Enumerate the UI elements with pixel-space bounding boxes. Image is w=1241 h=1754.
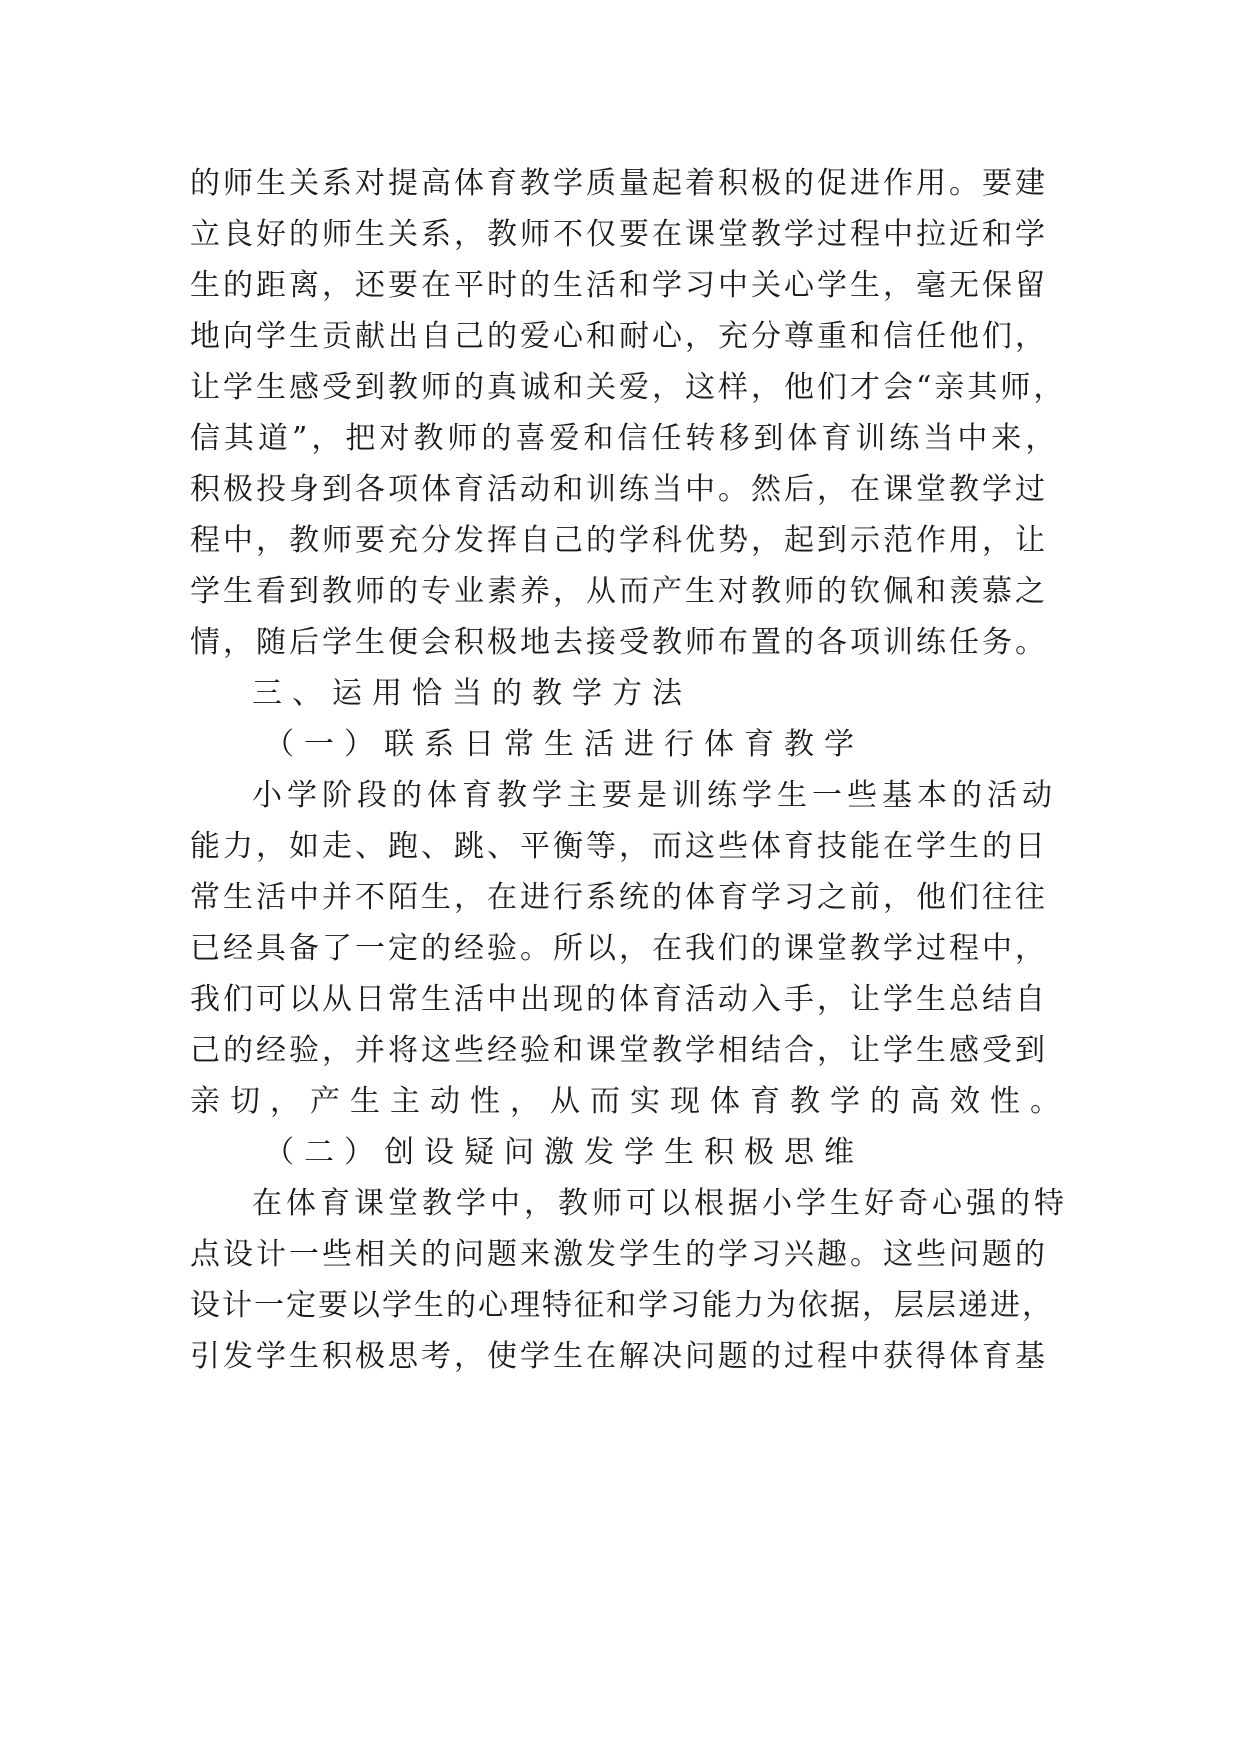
text-line: 生的距离，还要在平时的生活和学习中关心学生，毫无保留: [190, 268, 1048, 303]
text-line: 亲切，产生主动性，从而实现体育教学的高效性。: [190, 1084, 1070, 1119]
text-line: 能力，如走、跑、跳、平衡等，而这些体育技能在学生的日: [190, 829, 1048, 864]
text-line: 学生看到教师的专业素养，从而产生对教师的钦佩和羡慕之: [190, 574, 1048, 609]
text-line: 地向学生贡献出自己的爱心和耐心，充分尊重和信任他们，: [190, 319, 1048, 354]
text-line: 点设计一些相关的问题来激发学生的学习兴趣。这些问题的: [190, 1237, 1048, 1272]
text-line: 的师生关系对提高体育教学质量起着积极的促进作用。要建: [190, 166, 1048, 201]
document-body: [190, 158, 1070, 1382]
paragraph-start-line: 小学阶段的体育教学主要是训练学生一些基本的活动: [252, 778, 1057, 813]
subsection-heading: （二）创设疑问激发学生积极思维: [264, 1135, 864, 1170]
text-line: 情，随后学生便会积极地去接受教师布置的各项训练任务。: [190, 625, 1048, 660]
text-line: 让学生感受到教师的真诚和关爱，这样，他们才会“亲其师，: [190, 370, 1067, 405]
text-line: 引发学生积极思考，使学生在解决问题的过程中获得体育基: [190, 1339, 1048, 1374]
text-line: 我们可以从日常生活中出现的体育活动入手，让学生总结自: [190, 982, 1048, 1017]
text-line: 设计一定要以学生的心理特征和学习能力为依据，层层递进，: [190, 1288, 1054, 1323]
paragraph-start-line: 在体育课堂教学中，教师可以根据小学生好奇心强的特: [252, 1186, 1068, 1221]
section-heading: 三、运用恰当的教学方法: [252, 676, 692, 711]
text-line: 程中，教师要充分发挥自己的学科优势，起到示范作用，让: [190, 523, 1048, 558]
text-line: 已经具备了一定的经验。所以，在我们的课堂教学过程中，: [190, 931, 1048, 966]
text-line: 积极投身到各项体育活动和训练当中。然后，在课堂教学过: [190, 472, 1048, 507]
text-line: 立良好的师生关系，教师不仅要在课堂教学过程中拉近和学: [190, 217, 1048, 252]
text-line: 己的经验，并将这些经验和课堂教学相结合，让学生感受到: [190, 1033, 1048, 1068]
text-line: 常生活中并不陌生，在进行系统的体育学习之前，他们往往: [190, 880, 1048, 915]
subsection-heading: （一）联系日常生活进行体育教学: [264, 727, 864, 762]
text-line: 信其道”，把对教师的喜爱和信任转移到体育训练当中来，: [190, 421, 1060, 456]
